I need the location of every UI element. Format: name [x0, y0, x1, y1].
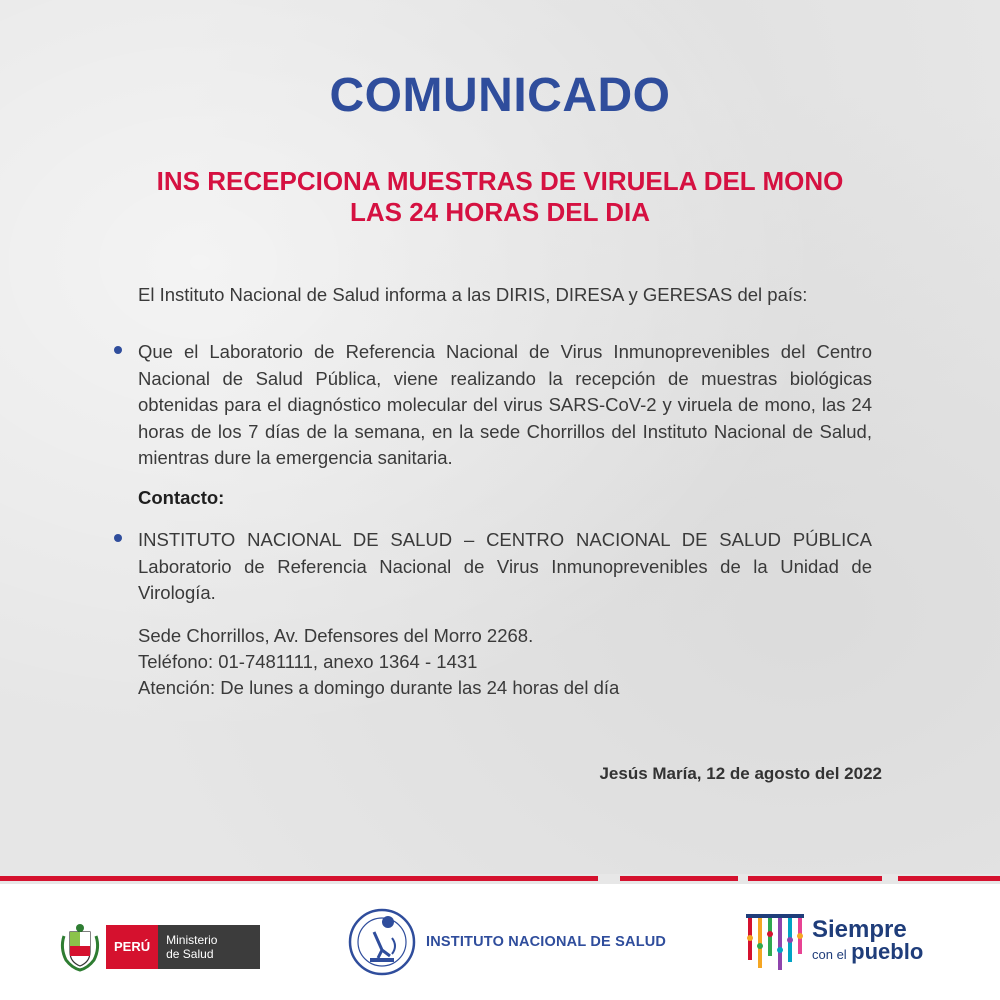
- siempre-line-3: pueblo: [851, 938, 924, 964]
- address-block: [138, 623, 619, 701]
- ins-logo: [348, 906, 666, 978]
- headline: [120, 166, 880, 228]
- headline-line-2: LAS 24 HORAS DEL DIA: [349, 197, 650, 227]
- divider-rule: [620, 876, 738, 881]
- contact-heading: Contacto:: [138, 487, 225, 508]
- ministerio-line-2: de Salud: [166, 947, 214, 961]
- siempre-con-el-pueblo-logo: [744, 910, 923, 974]
- bullet-lab-reception: Que el Laboratorio de Referencia Nacional de Virus Inmunoprevenibles del Centro Nacional de Salud Pública, viene realizando la recepción de muestras biológicas obtenidas para el diagnóstico molecular del virus SARS-CoV-2 y viruela de mono, las 24 horas de los 7 días de la semana, en la sede Chorrillos del Instituto Nacional de Salud, mientras dure la emergencia sanitaria.: [138, 341, 872, 468]
- divider-rule: [0, 876, 598, 881]
- minsa-logo: [58, 922, 260, 972]
- dateline: Jesús María, 12 de agosto del 2022: [599, 764, 882, 783]
- minsa-wordmark: [106, 925, 260, 969]
- divider-rule: [898, 876, 1000, 881]
- siempre-line-1: Siempre: [812, 915, 907, 943]
- divider-rule: [748, 876, 882, 881]
- address-line: Sede Chorrillos, Av. Defensores del Morro 2268.: [138, 625, 534, 646]
- siempre-wordmark: [812, 915, 924, 966]
- peru-label: PERÚ: [106, 925, 158, 969]
- ins-name: INSTITUTO NACIONAL DE SALUD: [426, 934, 667, 950]
- page-title: COMUNICADO: [329, 69, 671, 122]
- siempre-line-2: con el: [812, 946, 847, 962]
- bullet-dot-icon: [114, 346, 122, 354]
- phone-line: Teléfono: 01-7481111, anexo 1364 - 1431: [138, 651, 478, 672]
- intro-text: El Instituto Nacional de Salud informa a las DIRIS, DIRESA y GERESAS del país:: [138, 284, 808, 305]
- bullet-contact-institution: INSTITUTO NACIONAL DE SALUD – CENTRO NACIONAL DE SALUD PÚBLICA Laboratorio de Referencia Nacional de Virus Inmunoprevenibles de la Unidad de Virología.: [138, 529, 872, 603]
- footer: [0, 884, 1000, 1000]
- hours-line: Atención: De lunes a domingo durante las 24 horas del día: [138, 677, 620, 698]
- ministerio-label: [158, 925, 260, 969]
- ministerio-line-1: Ministerio: [166, 933, 218, 947]
- ins-seal-icon: [348, 906, 416, 978]
- colored-bars-icon: [744, 910, 806, 974]
- bullet-dot-icon: [114, 534, 122, 542]
- headline-line-1: INS RECEPCIONA MUESTRAS DE VIRUELA DEL MONO: [156, 166, 844, 196]
- peru-coat-of-arms-icon: [58, 922, 102, 972]
